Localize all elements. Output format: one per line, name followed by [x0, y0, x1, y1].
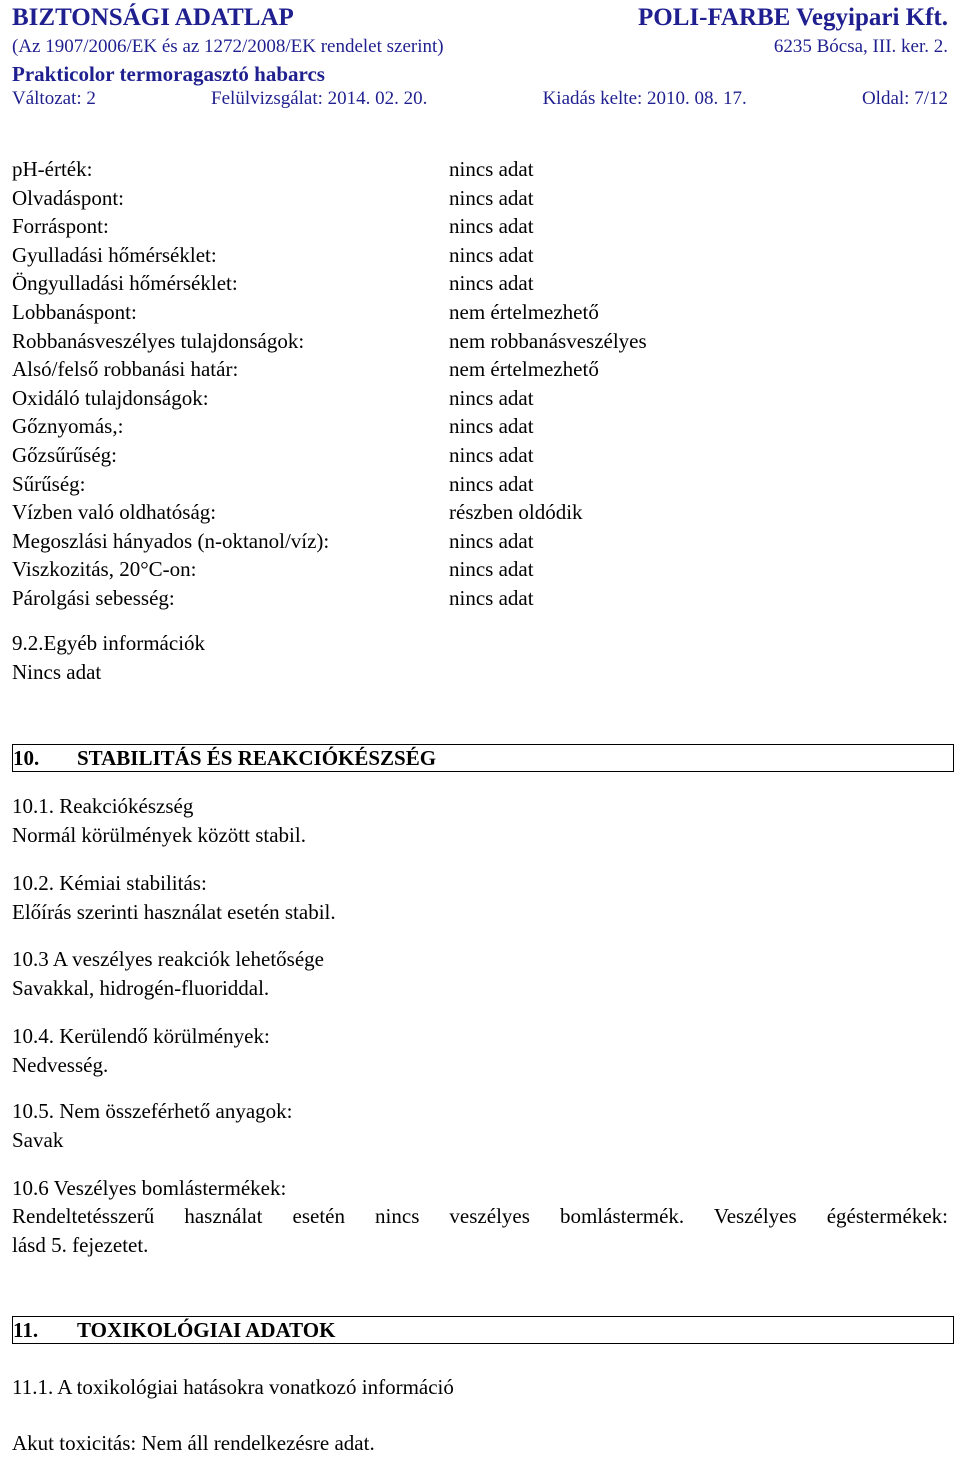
property-row — [12, 355, 948, 384]
section-11-title: TOXIKOLÓGIAI ADATOK — [77, 1318, 336, 1342]
property-value: nincs adat — [449, 557, 534, 582]
section-11-number: 11. — [13, 1318, 39, 1342]
section-10-6-text-line-1: Rendeltetésszerű használat esetén nincs veszélyes bomlástermék. Veszélyes égéstermékek: — [12, 1204, 948, 1228]
section-10-title: STABILITÁS ÉS REAKCIÓKÉSZSÉG — [77, 746, 437, 770]
property-row — [12, 184, 948, 213]
regulation-text: (Az 1907/2006/EK és az 1272/2008/EK rendelet szerint) — [12, 36, 444, 57]
property-row — [12, 412, 948, 441]
section-11-1-heading: 11.1. A toxikológiai hatásokra vonatkozó információ — [12, 1375, 454, 1399]
section-10-6-text-line-2: lásd 5. fejezetet. — [12, 1233, 149, 1257]
property-label: Sűrűség: — [12, 471, 86, 496]
property-label: Gyulladási hőmérséklet: — [12, 242, 217, 267]
property-value: nem értelmezhető — [449, 357, 599, 382]
header-row-1 — [12, 4, 948, 32]
property-row — [12, 212, 948, 241]
property-value: nincs adat — [449, 214, 534, 239]
property-row — [12, 498, 948, 527]
property-value: nincs adat — [449, 242, 534, 267]
property-label: Öngyulladási hőmérséklet: — [12, 271, 238, 296]
section-10-2-text: Előírás szerinti használat esetén stabil. — [12, 900, 336, 924]
property-row — [12, 384, 948, 413]
property-row — [12, 155, 948, 184]
property-label: Alsó/felső robbanási határ: — [12, 357, 239, 382]
company-name: POLI-FARBE Vegyipari Kft. — [638, 4, 948, 31]
property-row — [12, 269, 948, 298]
property-value: nincs adat — [449, 471, 534, 496]
property-label: Gőznyomás,: — [12, 414, 124, 439]
acute-toxicity-text: Akut toxicitás: Nem áll rendelkezésre adat. — [12, 1431, 375, 1455]
property-value: nincs adat — [449, 528, 534, 553]
property-label: Olvadáspont: — [12, 185, 124, 210]
property-value: nincs adat — [449, 385, 534, 410]
property-value: nincs adat — [449, 185, 534, 210]
property-row — [12, 555, 948, 584]
issue-date-text: Kiadás kelte: 2010. 08. 17. — [542, 88, 747, 109]
property-label: Vízben való oldhatóság: — [12, 500, 217, 525]
property-label: Párolgási sebesség: — [12, 585, 175, 610]
property-label: Lobbanáspont: — [12, 299, 137, 324]
property-row — [12, 584, 948, 613]
doc-title: BIZTONSÁGI ADATLAP — [12, 4, 294, 31]
property-row — [12, 241, 948, 270]
section-10-5-heading: 10.5. Nem összeférhető anyagok: — [12, 1099, 293, 1123]
property-value: nincs adat — [449, 585, 534, 610]
property-value: nem értelmezhető — [449, 299, 599, 324]
property-value: nincs adat — [449, 157, 534, 181]
properties-list — [12, 155, 948, 613]
header-row-2 — [12, 36, 948, 58]
section-11-header — [12, 1316, 954, 1344]
section-10-4-text: Nedvesség. — [12, 1053, 109, 1077]
header-row-4 — [12, 88, 948, 110]
section-10-header — [12, 744, 954, 772]
company-address: 6235 Bócsa, III. ker. 2. — [773, 36, 948, 57]
property-label: Megoszlási hányados (n-oktanol/víz): — [12, 528, 330, 553]
property-label: Oxidáló tulajdonságok: — [12, 385, 209, 410]
property-row — [12, 527, 948, 556]
property-value: nincs adat — [449, 442, 534, 467]
header-row-3 — [12, 62, 948, 87]
section-10-6-heading: 10.6 Veszélyes bomlástermékek: — [12, 1176, 287, 1200]
property-row — [12, 470, 948, 499]
product-name: Prakticolor termoragasztó habarcs — [12, 62, 325, 86]
other-info-heading: 9.2.Egyéb információk — [12, 631, 206, 655]
section-10-number: 10. — [13, 746, 40, 770]
page-number: Oldal: 7/12 — [861, 88, 948, 109]
section-10-4-heading: 10.4. Kerülendő körülmények: — [12, 1024, 270, 1048]
property-label: Gőzsűrűség: — [12, 442, 117, 467]
section-10-3-heading: 10.3 A veszélyes reakciók lehetősége — [12, 947, 324, 971]
version-text: Változat: 2 — [12, 88, 96, 109]
property-label: Robbanásveszélyes tulajdonságok: — [12, 328, 305, 353]
property-row — [12, 298, 948, 327]
revision-text: Felülvizsgálat: 2014. 02. 20. — [211, 88, 428, 109]
section-10-1-heading: 10.1. Reakciókészség — [12, 794, 194, 818]
property-value: nincs adat — [449, 271, 534, 296]
property-value: részben oldódik — [449, 500, 583, 525]
section-10-2-heading: 10.2. Kémiai stabilitás: — [12, 871, 207, 895]
property-row — [12, 441, 948, 470]
property-label: Viszkozitás, 20°C-on: — [12, 557, 197, 582]
property-value: nem robbanásveszélyes — [449, 328, 647, 353]
section-10-1-text: Normál körülmények között stabil. — [12, 823, 306, 847]
property-label: Forráspont: — [12, 214, 109, 239]
other-info-text: Nincs adat — [12, 660, 102, 684]
property-value: nincs adat — [449, 414, 534, 439]
property-row — [12, 327, 948, 356]
section-10-3-text: Savakkal, hidrogén-fluoriddal. — [12, 976, 270, 1000]
section-10-5-text: Savak — [12, 1128, 64, 1152]
property-label: pH-érték: — [12, 157, 93, 181]
